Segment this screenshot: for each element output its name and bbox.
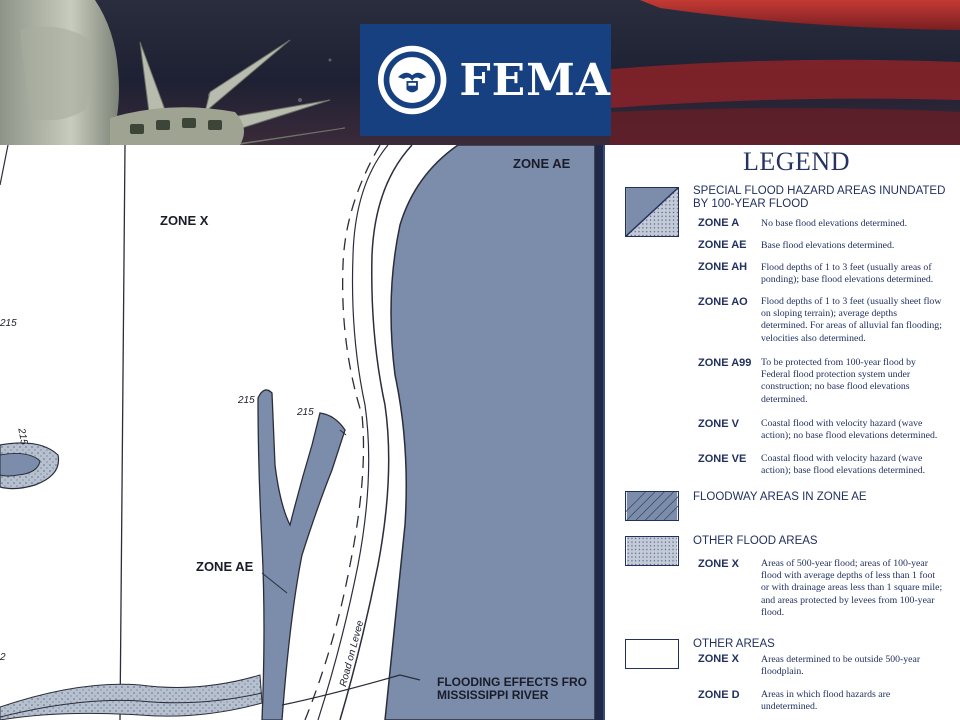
zone-ve-desc: Coastal flood with velocity hazard (wave action); base flood elevations determined. [761, 453, 926, 477]
other-zone-x-desc: Areas of 500-year flood; areas of 100-year flood with average depths of less than 1 foot or with drainage areas less than 1 square mile; and areas protected by levees from 100-year flood. [761, 558, 943, 618]
floodway-heading: FLOODWAY AREAS IN ZONE AE [693, 491, 867, 503]
sfha-heading [693, 185, 945, 210]
contour-label: 215 [15, 427, 30, 446]
floodway-swatch [625, 491, 679, 521]
zone-ah-desc: Flood depths of 1 to 3 feet (usually areas of ponding); base flood elevations determined. [761, 262, 934, 286]
map-legend-divider [595, 145, 603, 720]
zone-v-desc: Coastal flood with velocity hazard (wave action); no base flood elevations determined. [761, 418, 938, 442]
contour-label: 2 [0, 652, 6, 663]
zone-a99-desc: To be protected from 100-year flood by Federal flood protection system under construction; no base flood elevations determined. [761, 357, 916, 405]
zone-a-name: ZONE A [698, 217, 740, 229]
zone-d-desc: Areas in which flood hazards are undetermined. [761, 689, 891, 713]
sfha-swatch [625, 187, 679, 237]
zone-v-name: ZONE V [698, 418, 739, 430]
flooding-effects-note [437, 676, 587, 702]
flood-map [0, 145, 595, 720]
fema-logo-text: FEMA [459, 54, 611, 106]
contour-label: 215 [238, 395, 255, 406]
zone-ao-name: ZONE AO [698, 296, 748, 308]
zone-ae-top-label: ZONE AE [513, 156, 571, 171]
zone-ae-desc: Base flood elevations determined. [761, 240, 895, 251]
zone-ae-name: ZONE AE [698, 239, 747, 251]
other-areas-heading: OTHER AREAS [693, 638, 775, 650]
area-zone-x-desc: Areas determined to be outside 500-year floodplain. [761, 654, 921, 678]
contour-label: 215 [297, 407, 314, 418]
zone-a-desc: No base flood elevations determined. [761, 218, 908, 229]
dhs-seal-icon [377, 43, 447, 117]
zone-ao-desc: Flood depths of 1 to 3 feet (usually sheet flow on sloping terrain); average depths determined. For areas of alluvial fan flooding; velocities also determined. [761, 296, 942, 344]
legend-title: LEGEND [743, 147, 850, 176]
contour-label: 215 [0, 318, 17, 329]
flood-note-line: FLOODING EFFECTS FRO [437, 675, 587, 689]
other-flood-swatch [625, 536, 679, 566]
sfha-heading-line: SPECIAL FLOOD HAZARD AREAS INUNDATED [693, 185, 946, 197]
zone-a99-name: ZONE A99 [698, 357, 752, 369]
area-zone-x-name: ZONE X [698, 653, 739, 665]
other-zone-x-name: ZONE X [698, 558, 739, 570]
flood-note-line: MISSISSIPPI RIVER [437, 688, 549, 702]
zone-d-name: ZONE D [698, 689, 740, 701]
zone-ah-name: ZONE AH [698, 261, 748, 273]
sfha-heading-line: BY 100-YEAR FLOOD [693, 197, 809, 210]
fema-logo [360, 24, 611, 136]
header-banner [0, 0, 960, 145]
flood-map-drawing [0, 145, 595, 720]
other-flood-heading: OTHER FLOOD AREAS [693, 535, 818, 547]
legend-panel [603, 145, 960, 720]
zone-ve-name: ZONE VE [698, 453, 747, 465]
zone-x-label: ZONE X [160, 213, 209, 228]
zone-ae-channel-label: ZONE AE [196, 559, 254, 574]
road-on-levee-label: Road on Levee [338, 619, 367, 688]
other-areas-swatch [625, 639, 679, 669]
